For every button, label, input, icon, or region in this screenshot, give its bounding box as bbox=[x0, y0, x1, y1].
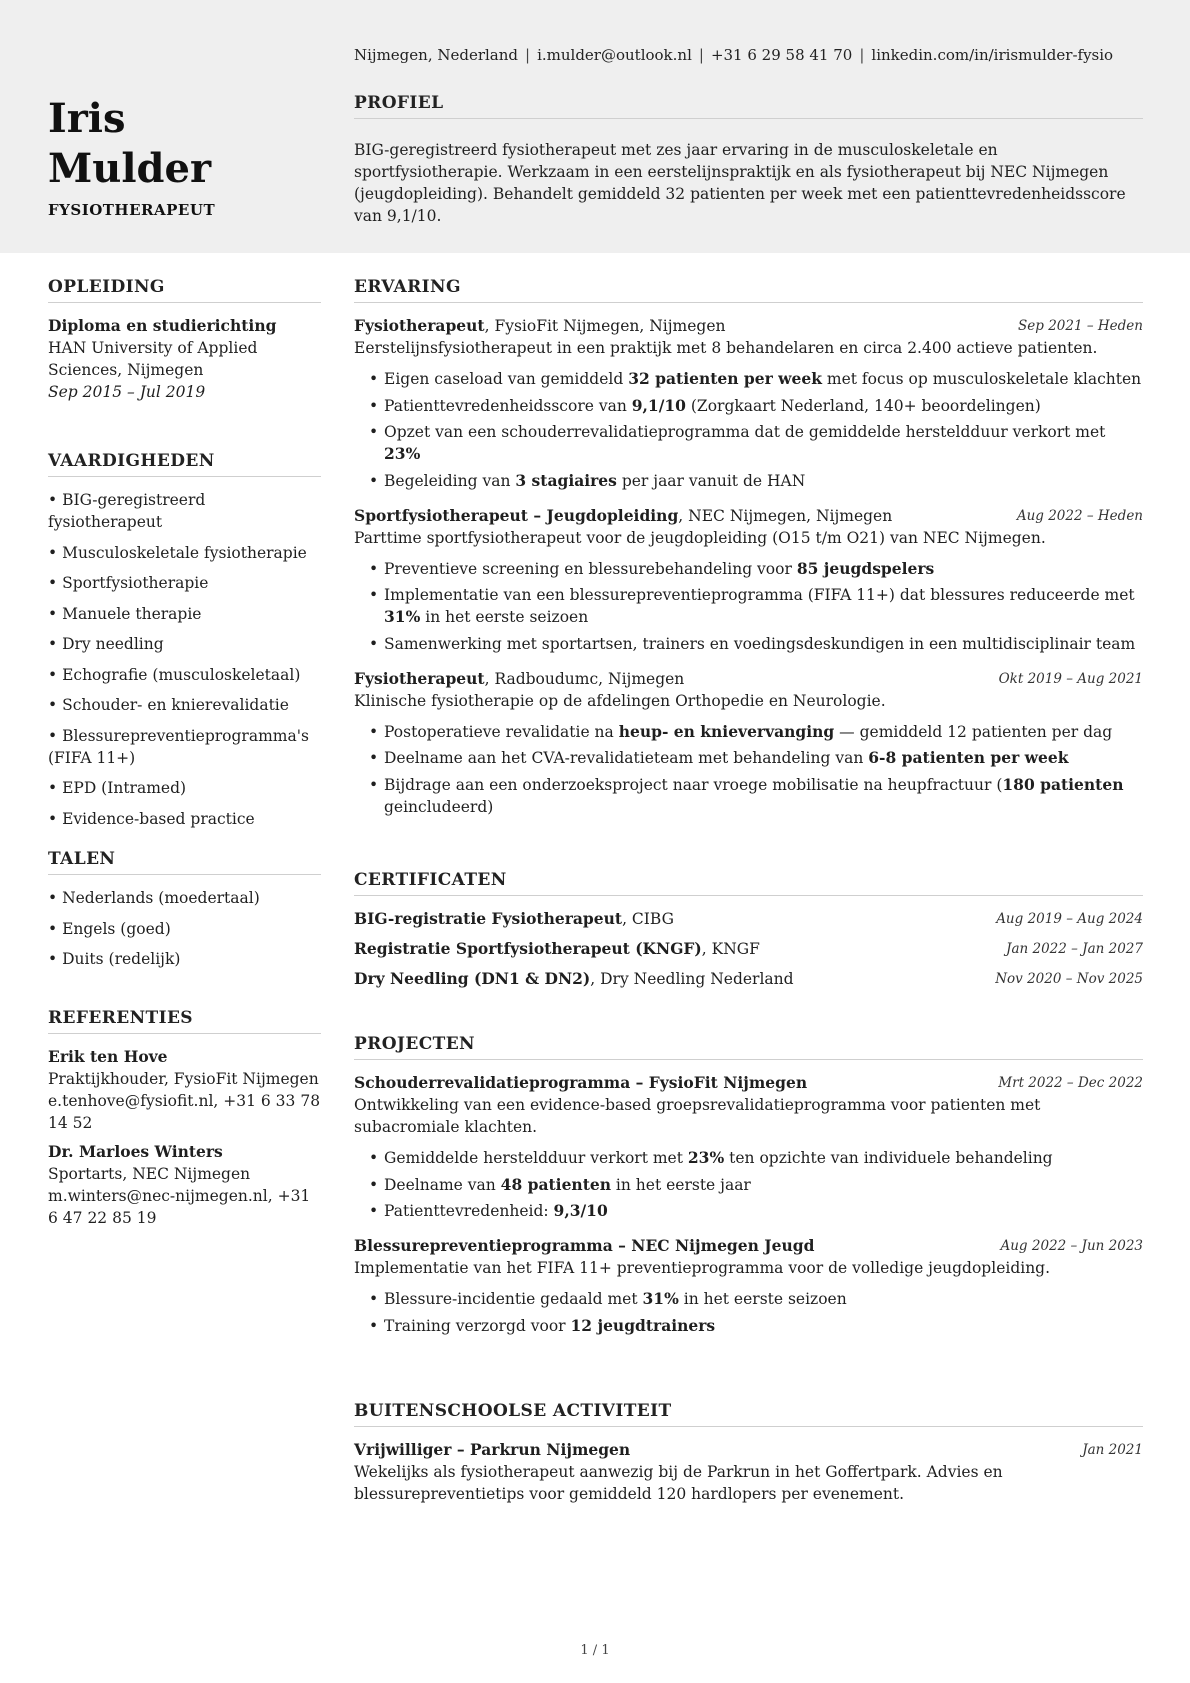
section-vaardigheden bbox=[48, 451, 321, 838]
study-period: Sep 2015 – Jul 2019 bbox=[48, 383, 206, 401]
job-bullet: • Eigen caseload van gemiddeld 32 patienten per week met focus op musculoskeletale klachten bbox=[384, 368, 1143, 390]
contact-email[interactable]: i.mulder@outlook.nl bbox=[537, 46, 692, 64]
job-entry bbox=[354, 668, 1143, 818]
reference-contact: m.winters@nec-nijmegen.nl, +31 6 47 22 85 19 bbox=[48, 1187, 311, 1227]
first-name: Iris bbox=[48, 95, 126, 142]
contact-phone[interactable]: +31 6 29 58 41 70 bbox=[710, 46, 853, 64]
job-entry bbox=[354, 315, 1143, 492]
language-item: • Nederlands (moedertaal) bbox=[48, 889, 260, 907]
activity-date: Jan 2021 bbox=[1082, 1442, 1143, 1458]
project-bullet: • Deelname van 48 patienten in het eerste jaar bbox=[384, 1174, 1143, 1196]
reference-role: Sportarts, NEC Nijmegen bbox=[48, 1165, 251, 1183]
certificate-item bbox=[354, 968, 1143, 990]
language-item: • Engels (goed) bbox=[48, 919, 171, 938]
candidate-name bbox=[48, 94, 211, 194]
skill-item: • Echografie (musculoskeletaal) bbox=[48, 665, 301, 684]
job-bullet: • Opzet van een schouderrevalidatieprogramma dat de gemiddelde hersteldduur verkort met 23% bbox=[384, 421, 1143, 465]
certificate-item bbox=[354, 908, 1143, 930]
activity-name: Vrijwilliger – Parkrun Nijmegen bbox=[354, 1440, 631, 1459]
skill-item: • Dry needling bbox=[48, 635, 164, 653]
skill-item: • Evidence-based practice bbox=[48, 809, 255, 828]
job-bullet: • Preventieve screening en blessurebehandeling voor 85 jeugdspelers bbox=[384, 558, 1143, 580]
certificate-date: Jan 2022 – Jan 2027 bbox=[1006, 941, 1143, 957]
contact-location: Nijmegen, Nederland bbox=[354, 46, 519, 64]
project-bullet: • Training verzorgd voor 12 jeugdtrainers bbox=[384, 1315, 1143, 1337]
section-title: VAARDIGHEDEN bbox=[48, 451, 321, 477]
section-talen bbox=[48, 849, 321, 979]
certificate-name: Registratie Sportfysiotherapeut (KNGF) bbox=[354, 939, 702, 958]
project-bullet: • Patienttevredenheid: 9,3/10 bbox=[384, 1200, 1143, 1222]
project-description: Implementatie van het FIFA 11+ preventieprogramma voor de volledige jeugdopleiding. bbox=[354, 1259, 1051, 1277]
job-role: Fysiotherapeut bbox=[354, 668, 485, 688]
last-name: Mulder bbox=[48, 145, 212, 192]
job-role: Fysiotherapeut bbox=[354, 316, 485, 335]
project-header bbox=[354, 1235, 1143, 1257]
job-org: , Radboudumc, Nijmegen bbox=[484, 669, 685, 688]
job-org: , FysioFit Nijmegen, Nijmegen bbox=[484, 317, 726, 335]
job-header bbox=[354, 505, 1143, 527]
reference-name: Erik ten Hove bbox=[48, 1047, 168, 1066]
certificate-item bbox=[354, 938, 1143, 960]
section-title: ERVARING bbox=[354, 277, 1143, 303]
section-title: TALEN bbox=[48, 849, 321, 875]
reference-item bbox=[48, 1141, 321, 1229]
job-org: , NEC Nijmegen, Nijmegen bbox=[678, 506, 893, 525]
certificate-date: Aug 2019 – Aug 2024 bbox=[996, 911, 1143, 927]
reference-contact: e.tenhove@fysiofit.nl, +31 6 33 78 14 52 bbox=[48, 1092, 321, 1132]
separator: | bbox=[859, 46, 865, 64]
project-bullet: • Blessure-incidentie gedaald met 31% in het eerste seizoen bbox=[384, 1288, 1143, 1310]
certificate-name: Dry Needling (DN1 & DN2) bbox=[354, 969, 591, 988]
project-entry bbox=[354, 1235, 1143, 1337]
section-title: PROJECTEN bbox=[354, 1034, 1143, 1060]
skill-item: • EPD (Intramed) bbox=[48, 779, 187, 797]
section-referenties bbox=[48, 1008, 321, 1229]
section-profiel bbox=[354, 93, 1143, 227]
job-bullet: • Deelname aan het CVA-revalidatieteam met behandeling van 6-8 patienten per week bbox=[384, 747, 1143, 769]
certificate-name: BIG-registratie Fysiotherapeut bbox=[354, 909, 623, 928]
section-opleiding bbox=[48, 277, 321, 403]
contact-linkedin[interactable]: linkedin.com/in/irismulder-fysio bbox=[871, 46, 1114, 64]
section-buitenschools bbox=[354, 1401, 1143, 1505]
skill-item: • BIG-geregistreerd fysiotherapeut bbox=[48, 491, 206, 531]
reference-role: Praktijkhouder, FysioFit Nijmegen bbox=[48, 1070, 319, 1088]
section-title: OPLEIDING bbox=[48, 277, 321, 303]
project-entry bbox=[354, 1072, 1143, 1222]
job-header bbox=[354, 315, 1143, 337]
skill-item: • Sportfysiotherapie bbox=[48, 574, 209, 592]
project-description: Ontwikkeling van een evidence-based groepsrevalidatieprogramma voor patienten met subacromiale klachten. bbox=[354, 1096, 1041, 1136]
job-bullet: • Implementatie van een blessurepreventieprogramma (FIFA 11+) dat blessures reduceerde met 31% in het eerste seizoen bbox=[384, 584, 1143, 628]
job-entry bbox=[354, 505, 1143, 655]
certificate-org: , Dry Needling Nederland bbox=[590, 970, 794, 988]
degree: Diploma en studierichting bbox=[48, 316, 277, 335]
skill-item: • Musculoskeletale fysiotherapie bbox=[48, 543, 307, 562]
separator: | bbox=[698, 46, 704, 64]
project-date: Mrt 2022 – Dec 2022 bbox=[998, 1075, 1143, 1091]
language-item: • Duits (redelijk) bbox=[48, 950, 181, 968]
project-name: Blessurepreventieprogramma – NEC Nijmegen Jeugd bbox=[354, 1236, 815, 1255]
project-name: Schouderrevalidatieprogramma – FysioFit Nijmegen bbox=[354, 1073, 808, 1092]
school: HAN University of Applied Sciences, Nijmegen bbox=[48, 339, 258, 379]
skill-item: • Schouder- en knierevalidatie bbox=[48, 696, 289, 714]
reference-item bbox=[48, 1046, 321, 1134]
job-description: Parttime sportfysiotherapeut voor de jeugdopleiding (O15 t/m O21) van NEC Nijmegen. bbox=[354, 528, 1046, 547]
job-bullet: • Postoperatieve revalidatie na heup- en knievervanging — gemiddeld 12 patienten per dag bbox=[384, 721, 1143, 743]
certificate-date: Nov 2020 – Nov 2025 bbox=[995, 971, 1143, 987]
project-date: Aug 2022 – Jun 2023 bbox=[1000, 1238, 1143, 1254]
job-date: Aug 2022 – Heden bbox=[1016, 507, 1143, 524]
project-bullet: • Gemiddelde hersteldduur verkort met 23% ten opzichte van individuele behandeling bbox=[384, 1147, 1143, 1169]
section-title: BUITENSCHOOLSE ACTIVITEIT bbox=[354, 1401, 1143, 1427]
certificate-org: , KNGF bbox=[701, 940, 760, 958]
skill-item: • Manuele therapie bbox=[48, 604, 202, 623]
contact-line bbox=[354, 46, 1113, 64]
section-certificaten bbox=[354, 870, 1143, 990]
job-title: FYSIOTHERAPEUT bbox=[48, 201, 216, 219]
activity-description: Wekelijks als fysiotherapeut aanwezig bij de Parkrun in het Goffertpark. Advies en blessurepreventietips voor gemiddeld 120 hardlopers per evenement. bbox=[354, 1463, 1003, 1503]
section-title: PROFIEL bbox=[354, 93, 1143, 119]
job-bullet: • Begeleiding van 3 stagiaires per jaar vanuit de HAN bbox=[384, 470, 1143, 492]
job-date: Okt 2019 – Aug 2021 bbox=[998, 670, 1143, 687]
job-date: Sep 2021 – Heden bbox=[1018, 318, 1143, 334]
job-bullet: • Patienttevredenheidsscore van 9,1/10 (Zorgkaart Nederland, 140+ beoordelingen) bbox=[384, 395, 1143, 417]
job-bullet: • Samenwerking met sportartsen, trainers en voedingsdeskundigen in een multidisciplinair team bbox=[384, 633, 1143, 655]
project-header bbox=[354, 1072, 1143, 1094]
section-ervaring bbox=[354, 277, 1143, 822]
page-number: 1 / 1 bbox=[580, 1643, 610, 1658]
job-description: Klinische fysiotherapie op de afdelingen Orthopedie en Neurologie. bbox=[354, 691, 886, 710]
reference-name: Dr. Marloes Winters bbox=[48, 1142, 223, 1161]
skill-item: • Blessurepreventieprogramma's (FIFA 11+) bbox=[48, 726, 309, 767]
activity-header bbox=[354, 1439, 1143, 1461]
section-title: CERTIFICATEN bbox=[354, 870, 1143, 896]
job-description: Eerstelijnsfysiotherapeut in een praktijk met 8 behandelaren en circa 2.400 actieve patienten. bbox=[354, 339, 1098, 357]
job-header bbox=[354, 668, 1143, 690]
job-role: Sportfysiotherapeut – Jeugdopleiding bbox=[354, 505, 679, 525]
section-projecten bbox=[354, 1034, 1143, 1341]
job-bullet: • Bijdrage aan een onderzoeksproject naar vroege mobilisatie na heupfractuur (180 patienten geincludeerd) bbox=[384, 774, 1143, 818]
certificate-org: , CIBG bbox=[622, 910, 674, 928]
profile-text: BIG-geregistreerd fysiotherapeut met zes jaar ervaring in de musculoskeletale en sportfysiotherapie. Werkzaam in een eerstelijnspraktijk en als fysiotherapeut bij NEC Nijmegen (jeugdopleiding). Behandelt gemiddeld 32 patienten per week met een patienttevredenheidsscore van 9,1/10. bbox=[354, 141, 1126, 225]
separator: | bbox=[525, 46, 531, 64]
section-title: REFERENTIES bbox=[48, 1008, 321, 1034]
